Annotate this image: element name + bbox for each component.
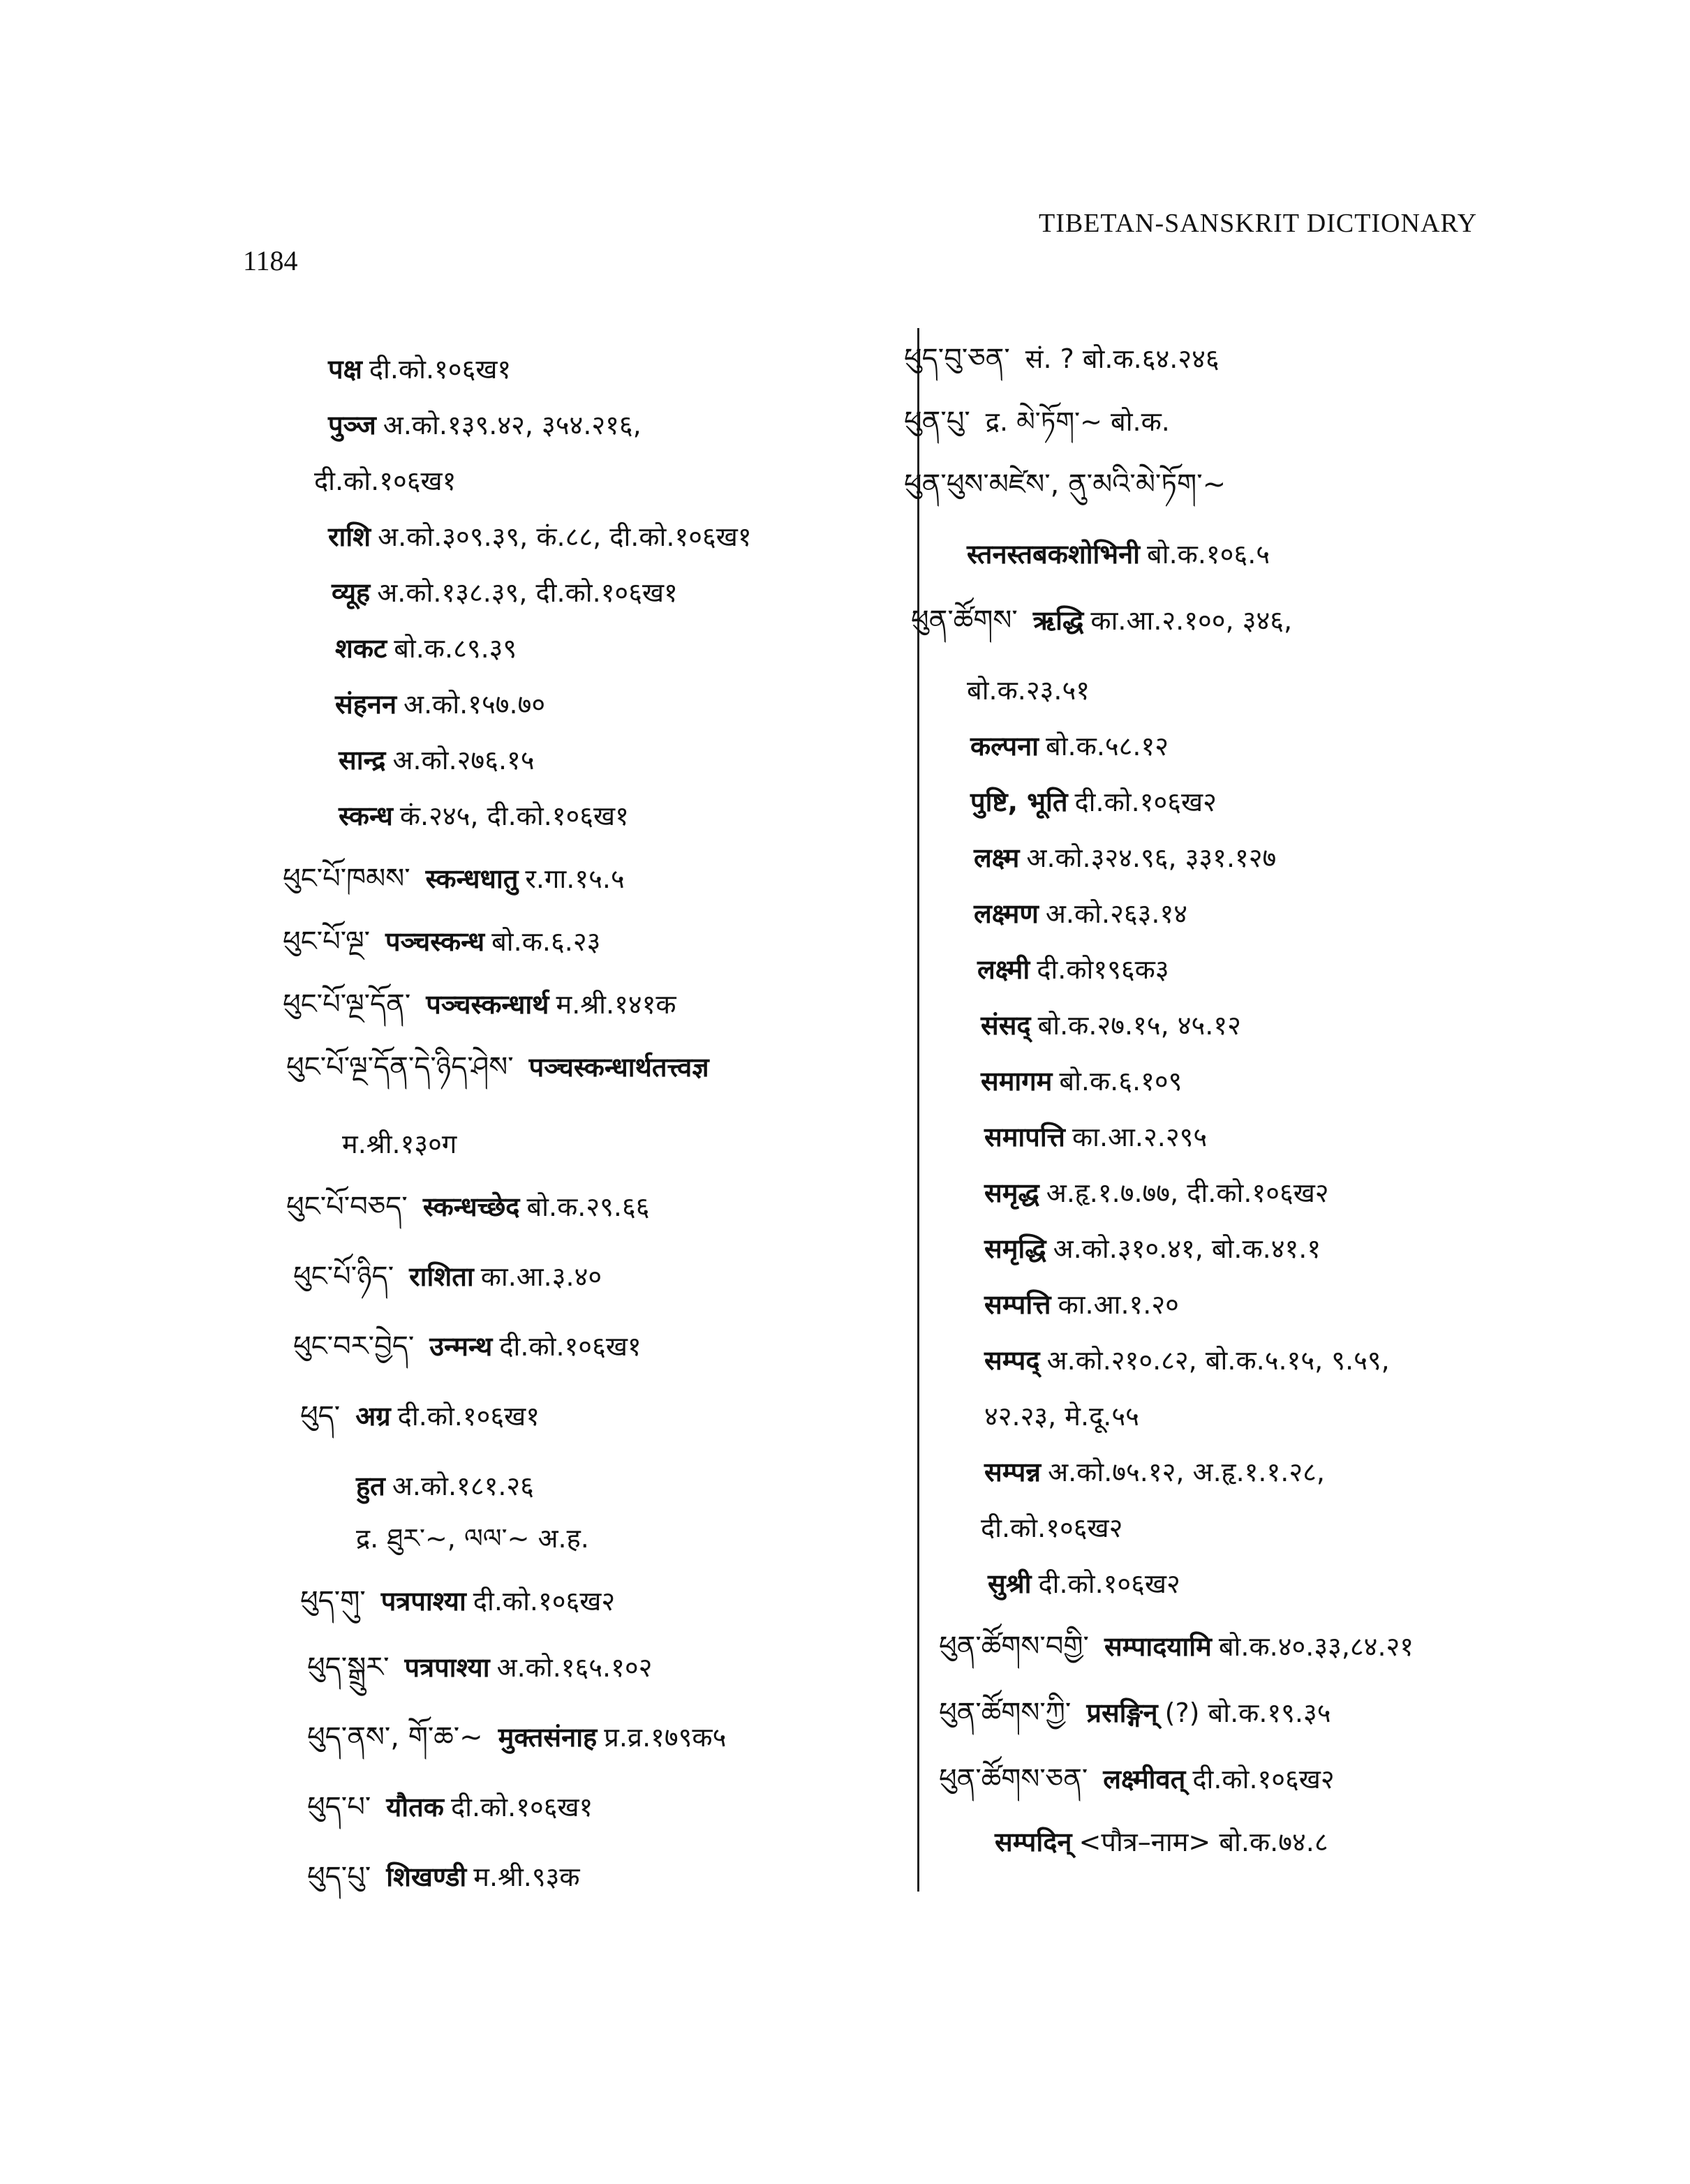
tibetan-headword: ཕུང་པོ་བཅད་ bbox=[286, 1191, 408, 1223]
entry-line bbox=[988, 1567, 1180, 1600]
sanskrit-equivalent: हुत bbox=[356, 1471, 385, 1501]
source-reference: अ.को.३२४.९६, ३३१.१२७ bbox=[1026, 842, 1277, 873]
entry-line bbox=[300, 1584, 615, 1618]
entry-line bbox=[339, 743, 535, 777]
entry-line bbox=[984, 1399, 1139, 1433]
tibetan-headword: ཕུད་པ་ bbox=[307, 1791, 371, 1823]
column-divider bbox=[917, 328, 919, 1892]
source-reference: र.गा.१५.५ bbox=[525, 863, 625, 894]
entry-line bbox=[984, 1455, 1325, 1489]
source-reference: (?) बो.क.१९.३५ bbox=[1164, 1698, 1331, 1728]
source-reference: अ.को.३०९.३९, कं.८८, दी.को.१०६ख१ bbox=[378, 521, 752, 552]
tibetan-headword: ཕུན་ཚོགས་བགྱི་ bbox=[939, 1630, 1089, 1663]
tibetan-headword: ཕུན་པུ་ bbox=[904, 406, 970, 438]
sanskrit-equivalent: स्कन्धच्छेद bbox=[422, 1191, 520, 1222]
sanskrit-equivalent: मुक्तसंनाह bbox=[498, 1722, 598, 1753]
sanskrit-equivalent: पञ्चस्कन्ध bbox=[385, 926, 485, 957]
entry-line bbox=[984, 1344, 1390, 1377]
source-reference: द्र. ཐུར་~, ལལ་~ अ.ह. bbox=[356, 1523, 589, 1554]
tibetan-headword: ཕུན་ཚོགས་ཅན་ bbox=[939, 1763, 1088, 1795]
source-reference: दी.को.१०६ख१ bbox=[314, 466, 457, 496]
tibetan-headword: ཕུང་པོ་ཉིད་ bbox=[293, 1261, 394, 1293]
entry-line bbox=[939, 1762, 1335, 1796]
sanskrit-equivalent: ऋद्धि bbox=[1032, 605, 1084, 636]
sanskrit-equivalent: कल्पना bbox=[970, 731, 1039, 762]
source-reference: अ.को.७५.१२, अ.हृ.१.१.२८, bbox=[1048, 1457, 1325, 1487]
entry-line bbox=[328, 352, 511, 386]
source-reference: दी.को.१०६ख१ bbox=[499, 1331, 642, 1362]
source-reference: <पौत्र–नाम> बो.क.७४.८ bbox=[1079, 1827, 1328, 1857]
entry-line bbox=[981, 1009, 1241, 1042]
sanskrit-equivalent: सम्पत्ति bbox=[984, 1289, 1051, 1320]
tibetan-headword: ཕུད་སྒྲུར་ bbox=[307, 1651, 390, 1684]
source-reference: प्र.व्र.१७९क५ bbox=[604, 1722, 727, 1753]
entry-line bbox=[293, 1330, 642, 1363]
entry-line bbox=[283, 862, 625, 896]
entry-line bbox=[981, 1064, 1182, 1098]
tibetan-headword: ཕུད་ནས་, གོ་ཆ་~ bbox=[307, 1721, 483, 1753]
entry-line bbox=[307, 1721, 726, 1754]
entry-line bbox=[328, 520, 752, 554]
sanskrit-equivalent: पक्ष bbox=[328, 354, 362, 385]
entry-line bbox=[984, 1176, 1329, 1210]
source-reference: बो.क.६.१०९ bbox=[1059, 1066, 1183, 1097]
source-reference: बो.क.२७.१५, ४५.१२ bbox=[1037, 1010, 1241, 1041]
source-reference: का.आ.३.४० bbox=[480, 1261, 602, 1292]
sanskrit-equivalent: प्रसङ्गिन् bbox=[1086, 1698, 1158, 1728]
source-reference: अ.को.१५७.७० bbox=[403, 689, 546, 720]
entry-line bbox=[967, 674, 1090, 707]
sanskrit-equivalent: पञ्चस्कन्धार्थ bbox=[426, 989, 549, 1020]
entry-line bbox=[984, 1288, 1179, 1321]
entry-line bbox=[342, 1127, 457, 1161]
sanskrit-equivalent: पञ्चस्कन्धार्थतत्त्वज्ञ bbox=[528, 1052, 709, 1083]
source-reference: दी.को.१०६ख२ bbox=[981, 1513, 1123, 1543]
source-reference: द्र. མེ་ཏོག་~ बो.क. bbox=[985, 406, 1170, 437]
entry-line bbox=[335, 688, 545, 721]
sanskrit-equivalent: लक्ष्म bbox=[974, 842, 1020, 873]
source-reference: दी.को.१०६ख२ bbox=[1074, 787, 1217, 817]
sanskrit-equivalent: सम्पन्न bbox=[984, 1457, 1042, 1487]
source-reference: बो.क.२३.५१ bbox=[967, 675, 1090, 706]
source-reference: सं. ? बो.क.६४.२४६ bbox=[1025, 343, 1220, 374]
entry-line bbox=[356, 1469, 534, 1503]
sanskrit-equivalent: समृद्धि bbox=[984, 1233, 1046, 1264]
entry-line bbox=[970, 729, 1169, 763]
sanskrit-equivalent: शकट bbox=[335, 633, 387, 664]
source-reference: का.आ.१.२० bbox=[1058, 1289, 1179, 1320]
source-reference: अ.को.२१०.८२, बो.क.५.१५, ९.५९, bbox=[1046, 1345, 1390, 1376]
tibetan-headword: ཕུང་པོ་ལྔ་དོན་ bbox=[283, 988, 411, 1020]
tibetan-headword: ཕུད་ bbox=[300, 1400, 341, 1432]
source-reference: बो.क.८९.३९ bbox=[394, 633, 517, 664]
source-reference: अ.को.२६३.१४ bbox=[1045, 898, 1187, 929]
entry-line bbox=[328, 408, 642, 442]
sanskrit-equivalent: राशि bbox=[328, 521, 371, 552]
entry-line bbox=[286, 1050, 716, 1084]
sanskrit-equivalent: पुञ्ज bbox=[328, 410, 376, 440]
entry-line bbox=[904, 405, 1170, 438]
entry-line bbox=[904, 468, 1241, 501]
sanskrit-equivalent: लक्ष्मी bbox=[977, 954, 1030, 985]
source-reference: बो.क.१०६.५ bbox=[1147, 539, 1270, 570]
source-reference: दी.को.१०६ख२ bbox=[1038, 1568, 1180, 1599]
entry-line bbox=[967, 537, 1270, 571]
source-reference: अ.को.१६५.१०२ bbox=[496, 1652, 653, 1683]
sanskrit-equivalent: लक्ष्मीवत् bbox=[1103, 1764, 1186, 1795]
sanskrit-equivalent: शिखण्डी bbox=[386, 1862, 467, 1892]
tibetan-headword: ཕུན་ཕུས་མཛེས་, ནུ་མའི་མེ་ཏོག་~ bbox=[904, 468, 1226, 500]
source-reference: बो.क.४०.३३,८४.२१ bbox=[1218, 1631, 1414, 1662]
source-reference: दी.को.१०६ख१ bbox=[450, 1792, 593, 1822]
tibetan-headword: ཕུང་བར་བྱེད་ bbox=[293, 1330, 415, 1362]
sanskrit-equivalent: समापत्ति bbox=[984, 1122, 1065, 1152]
sanskrit-equivalent: अग्र bbox=[355, 1401, 391, 1432]
entry-line bbox=[939, 1630, 1414, 1663]
entry-line bbox=[356, 1522, 589, 1555]
sanskrit-equivalent: सम्पदिन् bbox=[995, 1827, 1072, 1857]
sanskrit-equivalent: संसद् bbox=[981, 1010, 1031, 1041]
entry-line bbox=[293, 1260, 602, 1293]
entry-line bbox=[904, 342, 1220, 376]
source-reference: म.श्री.१३०ग bbox=[342, 1129, 457, 1159]
tibetan-headword: ཕུད་གུ་ bbox=[300, 1585, 366, 1617]
source-reference: अ.हृ.१.७.७७, दी.को.१०६ख२ bbox=[1046, 1178, 1329, 1208]
sanskrit-equivalent: व्यूह bbox=[332, 577, 371, 608]
source-reference: का.आ.२.२९५ bbox=[1072, 1122, 1208, 1152]
sanskrit-equivalent: स्कन्ध bbox=[339, 801, 393, 831]
tibetan-headword: ཕུང་པོ་ཁམས་ bbox=[283, 863, 410, 895]
entry-line bbox=[974, 841, 1276, 875]
entry-line bbox=[314, 464, 456, 498]
source-reference: म.श्री.१४१क bbox=[556, 989, 676, 1020]
entry-line bbox=[300, 1399, 540, 1433]
running-head: TIBETAN-SANSKRIT DICTIONARY bbox=[1039, 209, 1478, 238]
entry-line bbox=[984, 1232, 1321, 1265]
source-reference: बो.क.२९.६६ bbox=[526, 1191, 650, 1222]
sanskrit-equivalent: स्कन्धधातु bbox=[425, 863, 519, 894]
source-reference: अ.को.२७६.१५ bbox=[392, 745, 535, 775]
entry-line bbox=[984, 1120, 1207, 1154]
sanskrit-equivalent: राशिता bbox=[409, 1261, 474, 1292]
sanskrit-equivalent: सुश्री bbox=[988, 1568, 1032, 1599]
entry-line bbox=[283, 925, 600, 958]
entry-line bbox=[970, 785, 1217, 819]
sanskrit-equivalent: लक्ष्मण bbox=[974, 898, 1039, 929]
entry-line bbox=[335, 632, 517, 665]
tibetan-headword: ཕུན་ཚོགས་ bbox=[911, 604, 1018, 637]
source-reference: का.आ.२.१००, ३४६, bbox=[1090, 605, 1293, 636]
tibetan-headword: ཕུན་ཚོགས་ཀྱི་ bbox=[939, 1697, 1072, 1729]
sanskrit-equivalent: उन्मन्थ bbox=[429, 1331, 493, 1362]
sanskrit-equivalent: पत्रपाश्या bbox=[404, 1652, 490, 1683]
source-reference: दी.को.१०६ख१ bbox=[397, 1401, 540, 1432]
source-reference: दी.को.१०६ख१ bbox=[369, 354, 512, 385]
entry-line bbox=[332, 576, 678, 609]
sanskrit-equivalent: सान्द्र bbox=[339, 745, 386, 775]
source-reference: ४२.२३, मे.दू.५५ bbox=[984, 1401, 1139, 1432]
entry-line bbox=[911, 604, 1292, 637]
sanskrit-equivalent: सम्पद् bbox=[984, 1345, 1040, 1376]
page-number: 1184 bbox=[243, 245, 298, 276]
entry-line bbox=[307, 1860, 580, 1894]
tibetan-headword: ཕུད་པུ་ bbox=[307, 1861, 371, 1893]
sanskrit-equivalent: संहनन bbox=[335, 689, 397, 720]
entry-line bbox=[286, 1190, 650, 1224]
source-reference: अ.को.१३९.४२, ३५४.२१६, bbox=[383, 410, 642, 440]
source-reference: अ.को.१८१.२६ bbox=[392, 1471, 534, 1501]
entry-line bbox=[307, 1790, 593, 1824]
sanskrit-equivalent: पत्रपाश्या bbox=[380, 1586, 466, 1617]
entry-line bbox=[939, 1696, 1331, 1730]
sanskrit-equivalent: सम्पादयामि bbox=[1104, 1631, 1212, 1662]
source-reference: दी.को.१०६ख२ bbox=[473, 1586, 616, 1617]
source-reference: दी.को.१०६ख२ bbox=[1192, 1764, 1335, 1795]
sanskrit-equivalent: समृद्ध bbox=[984, 1178, 1039, 1208]
entry-line bbox=[995, 1825, 1328, 1859]
entry-line bbox=[339, 799, 629, 833]
tibetan-headword: ཕུང་པོ་ལྔ་དོན་དེ་ཉིད་ཤེས་ bbox=[286, 1051, 514, 1083]
sanskrit-equivalent: यौतक bbox=[386, 1792, 444, 1822]
entry-line bbox=[307, 1651, 652, 1684]
source-reference: बो.क.५८.१२ bbox=[1046, 731, 1169, 762]
sanskrit-equivalent: पुष्टि, भूति bbox=[970, 787, 1068, 817]
sanskrit-equivalent: समागम bbox=[981, 1066, 1053, 1097]
entry-line bbox=[974, 897, 1187, 930]
entry-line bbox=[977, 953, 1169, 986]
tibetan-headword: ཕུད་བུ་ཅན་ bbox=[904, 343, 1010, 375]
source-reference: दी.को१९६क३ bbox=[1037, 954, 1169, 985]
source-reference: अ.को.१३८.३९, दी.को.१०६ख१ bbox=[377, 577, 678, 608]
entry-line bbox=[981, 1511, 1122, 1545]
sanskrit-equivalent: स्तनस्तबकशोभिनी bbox=[967, 539, 1141, 570]
entry-line bbox=[283, 988, 676, 1021]
source-reference: अ.को.३१०.४१, बो.क.४१.१ bbox=[1053, 1233, 1321, 1264]
source-reference: बो.क.६.२३ bbox=[491, 926, 601, 957]
tibetan-headword: ཕུང་པོ་ལྔ་ bbox=[283, 926, 370, 958]
source-reference: कं.२४५, दी.को.१०६ख१ bbox=[399, 801, 629, 831]
source-reference: म.श्री.९३क bbox=[473, 1862, 580, 1892]
